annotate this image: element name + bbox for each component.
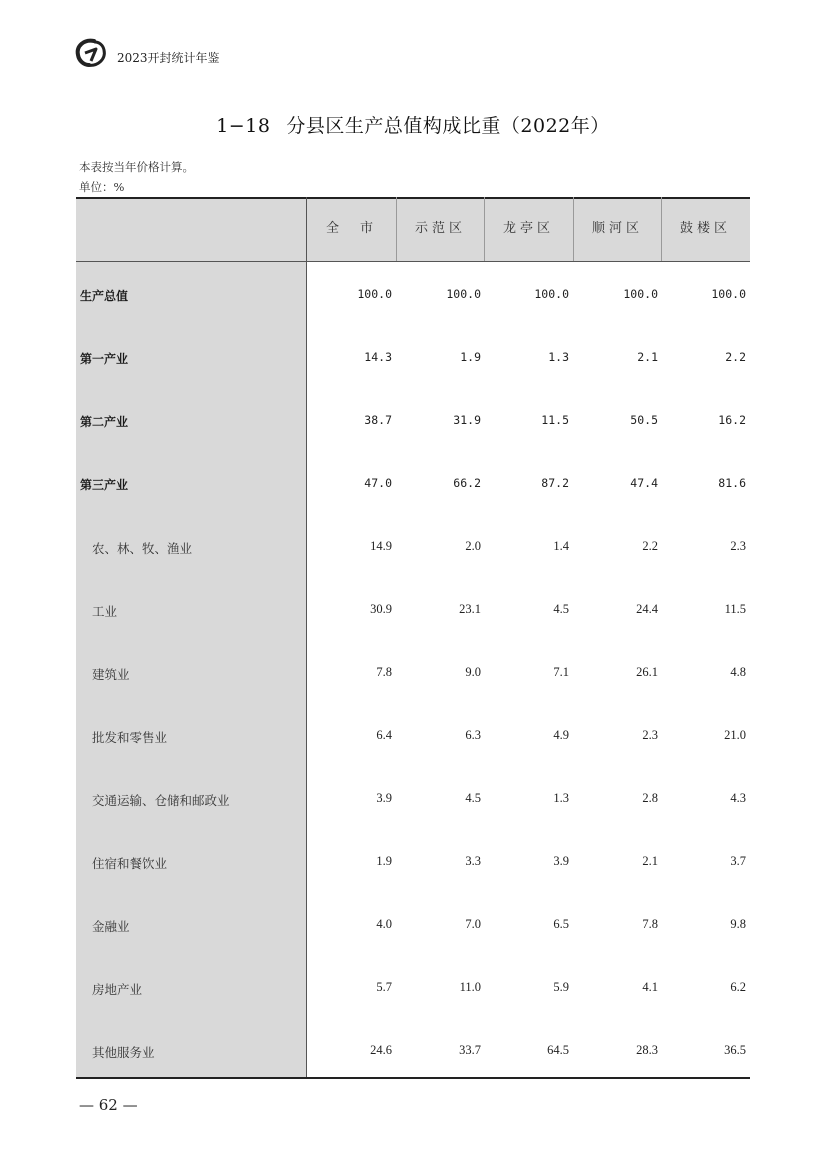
table-cell: 23.1 — [459, 602, 481, 616]
table-cell: 30.9 — [370, 602, 392, 616]
table-cell: 1.9 — [376, 854, 392, 868]
table-cell: 36.5 — [724, 1043, 746, 1057]
table-cell: 1.9 — [460, 350, 481, 364]
table-cell: 66.2 — [453, 476, 481, 490]
yearbook-logo-icon — [74, 37, 108, 69]
table-cell: 5.7 — [376, 980, 392, 994]
row-label: 批发和零售业 — [92, 730, 168, 745]
table-cell: 11.5 — [724, 602, 746, 616]
table-cell: 2.0 — [465, 539, 481, 553]
table-cell: 3.3 — [465, 854, 481, 868]
column-header: 全 市 — [325, 221, 377, 236]
row-label: 住宿和餐饮业 — [92, 856, 168, 871]
table-cell: 4.9 — [553, 728, 569, 742]
table-cell: 9.8 — [730, 917, 746, 931]
row-label: 第三产业 — [80, 478, 129, 492]
table-cell: 7.0 — [465, 917, 481, 931]
book-title: 2023开封统计年鉴 — [117, 51, 220, 65]
table-cell: 6.4 — [376, 728, 392, 742]
table-cell: 2.2 — [642, 539, 658, 553]
table-cell: 31.9 — [453, 413, 481, 427]
table-number: 1−18 — [216, 115, 271, 137]
table-row — [76, 854, 750, 874]
table-cell: 11.0 — [459, 980, 481, 994]
table-cell: 5.9 — [553, 980, 569, 994]
header-divider — [396, 197, 397, 261]
header-divider — [573, 197, 574, 261]
table-cell: 4.5 — [465, 791, 481, 805]
table-cell: 100.0 — [446, 287, 481, 301]
table-cell: 2.1 — [637, 350, 658, 364]
row-label: 其他服务业 — [92, 1045, 155, 1060]
column-header: 顺河区 — [591, 221, 643, 236]
price-note: 本表按当年价格计算。 — [79, 160, 194, 174]
table-row — [76, 476, 750, 496]
table-row — [76, 350, 750, 370]
table-cell: 28.3 — [636, 1043, 658, 1057]
page-title — [0, 111, 826, 138]
table-cell: 1.4 — [553, 539, 569, 553]
row-label: 工业 — [92, 604, 118, 619]
table-cell: 3.9 — [553, 854, 569, 868]
table-title: 分县区生产总值构成比重（2022年） — [286, 115, 610, 137]
table-cell: 50.5 — [630, 413, 658, 427]
table-cell: 14.3 — [364, 350, 392, 364]
table-row — [76, 602, 750, 622]
table-cell: 2.2 — [725, 350, 746, 364]
table-row — [76, 665, 750, 685]
unit-note: 单位：% — [79, 180, 125, 194]
table-cell: 64.5 — [547, 1043, 569, 1057]
table-cell: 4.3 — [730, 791, 746, 805]
table-cell: 100.0 — [534, 287, 569, 301]
header-divider — [661, 197, 662, 261]
row-label: 建筑业 — [92, 667, 130, 682]
table-cell: 2.8 — [642, 791, 658, 805]
table-cell: 81.6 — [718, 476, 746, 490]
table-cell: 1.3 — [553, 791, 569, 805]
table-cell: 47.0 — [364, 476, 392, 490]
table-cell: 6.5 — [553, 917, 569, 931]
table-cell: 3.7 — [730, 854, 746, 868]
table-cell: 14.9 — [370, 539, 392, 553]
table-cell: 100.0 — [623, 287, 658, 301]
table-cell: 47.4 — [630, 476, 658, 490]
table-row — [76, 413, 750, 433]
table-cell: 3.9 — [376, 791, 392, 805]
table-cell: 2.3 — [730, 539, 746, 553]
table-cell: 6.2 — [730, 980, 746, 994]
table-cell: 4.1 — [642, 980, 658, 994]
row-label: 第一产业 — [80, 352, 129, 366]
stub-shading — [76, 197, 307, 1077]
header-divider — [484, 197, 485, 261]
row-label: 第二产业 — [80, 415, 129, 429]
table-cell: 2.1 — [642, 854, 658, 868]
table-row — [76, 917, 750, 937]
table-row — [76, 728, 750, 748]
table-cell: 33.7 — [459, 1043, 481, 1057]
table-row — [76, 791, 750, 811]
table-cell: 4.8 — [730, 665, 746, 679]
table-cell: 21.0 — [724, 728, 746, 742]
table-cell: 4.0 — [376, 917, 392, 931]
table-cell: 87.2 — [541, 476, 569, 490]
table-cell: 100.0 — [711, 287, 746, 301]
table-row — [76, 539, 750, 559]
page-number: — 62 — — [79, 1096, 138, 1114]
table-cell: 7.8 — [376, 665, 392, 679]
table-row — [76, 980, 750, 1000]
row-label: 房地产业 — [92, 982, 143, 997]
table-cell: 100.0 — [357, 287, 392, 301]
row-label: 农、林、牧、渔业 — [92, 541, 193, 556]
table-row — [76, 287, 750, 307]
table-cell: 24.4 — [636, 602, 658, 616]
table-cell: 2.3 — [642, 728, 658, 742]
table-cell: 38.7 — [364, 413, 392, 427]
table-cell: 26.1 — [636, 665, 658, 679]
bottom-rule — [76, 1077, 750, 1079]
table-cell: 7.1 — [553, 665, 569, 679]
table-cell: 16.2 — [718, 413, 746, 427]
row-label: 交通运输、仓储和邮政业 — [92, 793, 230, 808]
row-label: 金融业 — [92, 919, 130, 934]
column-header: 示范区 — [414, 221, 466, 236]
table-row — [76, 1043, 750, 1063]
header-rule — [76, 261, 750, 262]
table-cell: 4.5 — [553, 602, 569, 616]
table-cell: 1.3 — [548, 350, 569, 364]
table-cell: 7.8 — [642, 917, 658, 931]
row-label: 生产总值 — [80, 289, 129, 303]
table-cell: 11.5 — [541, 413, 569, 427]
column-header: 鼓楼区 — [679, 221, 731, 236]
table-cell: 9.0 — [465, 665, 481, 679]
table-cell: 6.3 — [465, 728, 481, 742]
column-header: 龙亭区 — [502, 221, 554, 236]
table-cell: 24.6 — [370, 1043, 392, 1057]
stub-divider — [306, 197, 307, 1077]
data-table — [76, 197, 750, 1079]
